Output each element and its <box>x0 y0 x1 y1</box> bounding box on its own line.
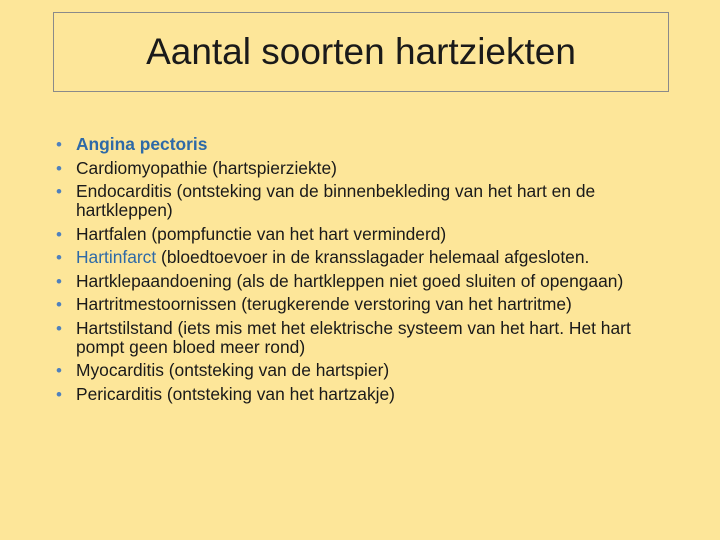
bullet-icon: • <box>56 135 62 154</box>
list-item-text: Pericarditis (ontsteking van het hartzakje) <box>76 383 395 404</box>
list-item <box>56 385 676 404</box>
list-item-text: Endocarditis (ontsteking van de binnenbekleding van het hart en de hartkleppen) <box>76 181 596 220</box>
list-item <box>56 361 676 380</box>
list-item-text: Cardiomyopathie (hartspierziekte) <box>76 157 337 178</box>
list-item-text: Hartritmestoornissen (terugkerende verstoring van het hartritme) <box>76 294 572 314</box>
list-item-highlight[interactable]: Hartinfarct <box>76 247 157 267</box>
bullet-icon: • <box>56 295 62 314</box>
list-item-text: Hartstilstand (iets mis met het elektrische systeem van het hart. Het hart pompt geen bloed meer rond) <box>76 317 631 357</box>
list-item-text: Hartklepaandoening (als de hartkleppen niet goed sluiten of opengaan) <box>76 270 624 291</box>
slide-title: Aantal soorten hartziekten <box>146 31 576 72</box>
bullet-icon: • <box>56 248 62 267</box>
bullet-icon: • <box>56 271 62 291</box>
bullet-icon: • <box>56 224 62 244</box>
list-item <box>56 248 676 267</box>
list-item-text: Myocarditis (ontsteking van de hartspier) <box>76 360 390 380</box>
bullet-icon: • <box>56 158 62 178</box>
bullet-list <box>56 135 676 408</box>
list-item <box>56 272 676 291</box>
list-item <box>56 225 676 244</box>
bullet-icon: • <box>56 182 62 201</box>
list-item <box>56 159 676 178</box>
bullet-icon: • <box>56 384 62 404</box>
bullet-icon: • <box>56 318 62 338</box>
list-item <box>56 182 676 220</box>
bullet-icon: • <box>56 361 62 380</box>
list-item-highlight[interactable]: Angina pectoris <box>76 134 208 154</box>
list-item-text: Hartfalen (pompfunctie van het hart verminderd) <box>76 223 447 244</box>
list-item-text: (bloedtoevoer in de kransslagader helemaal afgesloten. <box>156 247 590 267</box>
list-item <box>56 295 676 314</box>
title-box <box>53 12 669 92</box>
list-item <box>56 319 676 357</box>
list-item <box>56 135 676 154</box>
